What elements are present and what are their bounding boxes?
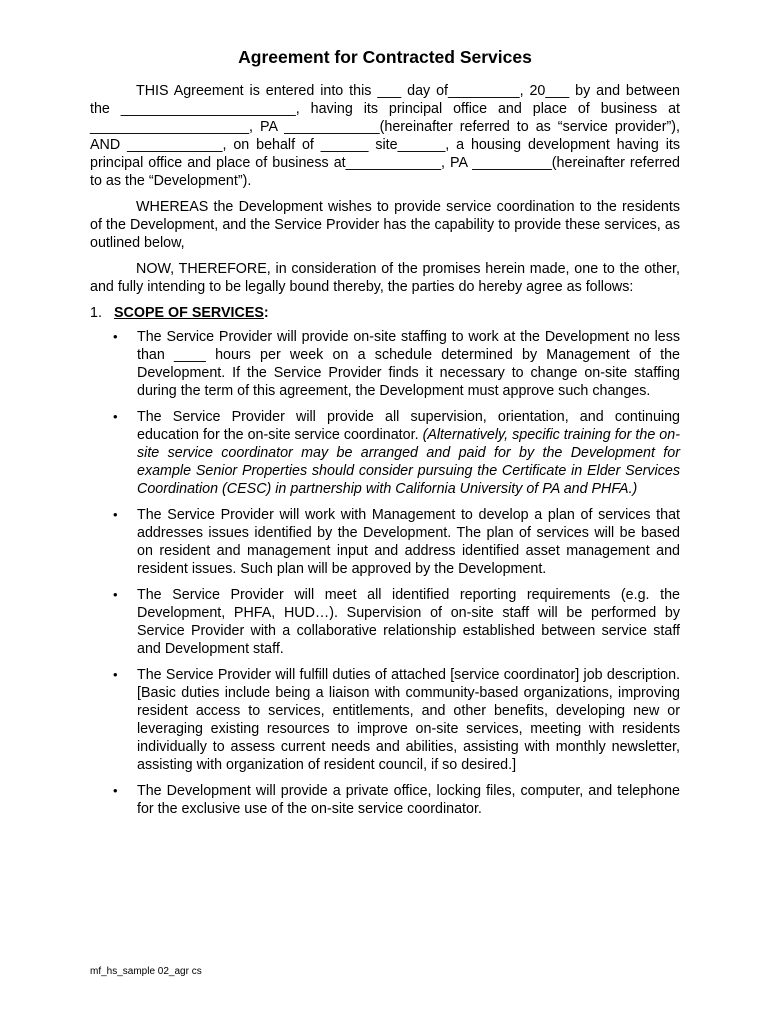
bullet-text: The Development will provide a private office, locking files, computer, and telephone for the exclusive use of the on-site service coordinator. — [137, 783, 680, 817]
bullet-text: The Service Provider will fulfill duties of attached [service coordinator] job description. [Basic duties include being a liaison with community-based organizations, improving resident access to services, entitlements, and other benefits, developing new or leveraging existing resources to improve on-site services, meeting with residents individually to assess current needs and abilities, assisting with monthly newsletter, assisting with organization of resident council, if so desired.] — [137, 667, 680, 773]
bullet-icon: • — [113, 667, 118, 682]
list-item — [90, 586, 680, 658]
bullet-text-with-note — [137, 408, 680, 498]
list-item — [90, 408, 680, 498]
section-1-heading — [90, 304, 680, 322]
section-1-title: SCOPE OF SERVICES — [114, 305, 264, 321]
bullet-icon: • — [113, 783, 118, 798]
bullet-italic-note: (Alternatively, specific training for the on-site service coordinator may be arranged and paid for by the Development for example Senior Properties should consider pursuing the Certificate in Elder Services Coordination (CESC) in partnership with California University of PA and PHFA.) — [137, 427, 680, 497]
section-1-number: 1. — [90, 305, 102, 321]
bullet-text: The Service Provider will provide all supervision, orientation, and continuing education for the on-site service coordinator. — [137, 409, 680, 443]
document-body — [90, 82, 680, 826]
list-item — [90, 328, 680, 400]
list-item — [90, 782, 680, 818]
bullet-text: The Service Provider will provide on-site staffing to work at the Development no less than ____ hours per week on a schedule determined by Management of the Development. If the Service Provider finds it necessary to change on-site staffing during the term of this agreement, the Development must approve such changes. — [137, 329, 680, 399]
bullet-text: The Service Provider will meet all identified reporting requirements (e.g. the Development, PHFA, HUD…). Supervision of on-site staff will be performed by Service Provider with a collaborative relationship established between service staff and Development staff. — [137, 587, 680, 657]
whereas-paragraph: WHEREAS the Development wishes to provide service coordination to the residents of the Development, and the Service Provider has the capability to provide these services, as outlined below, — [90, 199, 680, 251]
bullet-text: The Service Provider will work with Management to develop a plan of services that addresses issues identified by the Development. The plan of services will be based on resident and management input and address identified asset management and resident issues. Such plan will be approved by the Development. — [137, 507, 680, 577]
scope-bullet-list — [90, 328, 680, 818]
document-title: Agreement for Contracted Services — [238, 47, 532, 67]
bullet-icon: • — [113, 587, 118, 602]
bullet-icon: • — [113, 507, 118, 522]
bullet-icon: • — [113, 409, 118, 424]
page-footer: mf_hs_sample 02_agr cs — [90, 966, 202, 977]
intro-paragraph: THIS Agreement is entered into this ___ day of_________, 20___ by and between the ______________________, having its principal office and place of business at ____________________, PA ____________(hereinafter referred to as “service provider”), AND ____________, on behalf of ______ site______, a housing development having its principal office and place of business at____________, PA __________(hereinafter referred to as the “Development”). — [90, 83, 680, 189]
now-therefore-paragraph: NOW, THEREFORE, in consideration of the promises herein made, one to the other, and fully intending to be legally bound thereby, the parties do hereby agree as follows: — [90, 261, 680, 295]
section-1-colon: : — [263, 305, 269, 321]
bullet-icon: • — [113, 329, 118, 344]
list-item — [90, 506, 680, 578]
list-item — [90, 666, 680, 774]
